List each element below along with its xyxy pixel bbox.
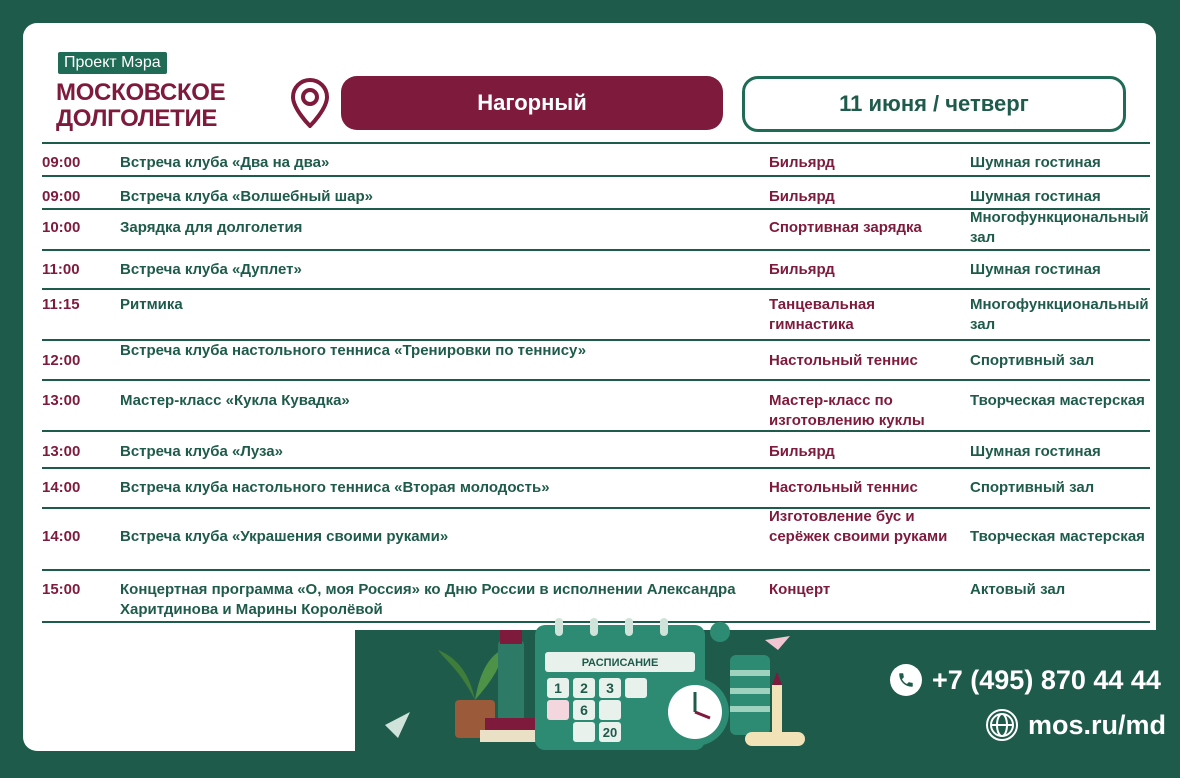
table-row — [42, 381, 1150, 432]
logo-line-2: ДОЛГОЛЕТИЕ — [56, 105, 218, 132]
row-event: Зарядка для долголетия — [120, 219, 303, 236]
row-place: Многофункциональный зал — [970, 296, 1149, 333]
row-event: Встреча клуба «Волшебный шар» — [120, 188, 374, 205]
logo-line-1: МОСКОВСКОЕ — [56, 79, 226, 106]
row-event: Мастер-класс «Кукла Кувадка» — [120, 392, 350, 409]
row-category: Изготовление бус и серёжек своими руками — [769, 508, 948, 545]
row-time: 10:00 — [42, 219, 81, 236]
row-category: Настольный теннис — [769, 352, 918, 369]
row-time: 13:00 — [42, 443, 81, 460]
row-place: Многофункциональный зал — [970, 209, 1149, 246]
row-event: Встреча клуба «Два на два» — [120, 154, 330, 171]
row-event: Встреча клуба настольного тенниса «Тренировки по теннису» — [120, 342, 587, 359]
row-category: Бильярд — [769, 443, 835, 460]
table-row — [42, 144, 1150, 177]
calendar-number: 1 — [554, 680, 562, 696]
phone-number: +7 (495) 870 44 44 — [932, 664, 1161, 695]
logo-badge: Проект Мэра — [58, 52, 167, 74]
website-link[interactable] — [986, 709, 1166, 741]
row-time: 11:15 — [42, 296, 80, 313]
row-time: 13:00 — [42, 392, 81, 409]
location-pin-icon — [291, 78, 329, 133]
row-place: Шумная гостиная — [970, 261, 1101, 278]
row-event: Ритмика — [120, 296, 183, 313]
row-place: Спортивный зал — [970, 352, 1095, 369]
row-place: Шумная гостиная — [970, 188, 1101, 205]
row-time: 11:00 — [42, 261, 80, 278]
row-category: Бильярд — [769, 188, 835, 205]
row-time: 12:00 — [42, 352, 81, 369]
row-time: 09:00 — [42, 188, 81, 205]
row-time: 09:00 — [42, 154, 81, 171]
row-time: 14:00 — [42, 528, 81, 545]
table-row — [42, 432, 1150, 469]
table-row — [42, 509, 1150, 571]
row-event: Встреча клуба «Украшения своими руками» — [120, 528, 449, 545]
date-banner: 11 июня / четверг — [742, 76, 1126, 132]
row-place: Спортивный зал — [970, 479, 1095, 496]
row-category: Бильярд — [769, 154, 835, 171]
table-row — [42, 251, 1150, 290]
row-event: Встреча клуба «Дуплет» — [120, 261, 302, 278]
phone-contact[interactable] — [890, 664, 1161, 696]
district-banner: Нагорный — [341, 76, 723, 130]
logo-title — [56, 80, 225, 132]
calendar-number: 20 — [602, 725, 618, 740]
row-place: Творческая мастерская — [970, 392, 1145, 409]
calendar-number: 6 — [580, 702, 588, 718]
schedule-table — [42, 142, 1150, 623]
row-place: Творческая мастерская — [970, 528, 1145, 545]
row-place: Актовый зал — [970, 581, 1066, 598]
phone-icon — [890, 664, 922, 696]
table-row — [42, 290, 1150, 341]
calendar-number: 2 — [580, 680, 588, 696]
row-place: Шумная гостиная — [970, 154, 1101, 171]
schedule-illustration — [360, 600, 820, 765]
row-place: Шумная гостиная — [970, 443, 1101, 460]
globe-icon — [986, 709, 1018, 741]
calendar-label: РАСПИСАНИЕ — [581, 657, 659, 669]
row-category: Концерт — [769, 581, 831, 598]
row-category: Мастер-класс по изготовлению куклы — [769, 392, 925, 429]
calendar-number: 3 — [606, 680, 614, 696]
row-event: Концертная программа «О, моя Россия» ко Дню России в исполнении Александра Харитдинова и Марины Королёвой — [120, 581, 736, 618]
website-url: mos.ru/md — [1028, 709, 1167, 740]
row-time: 15:00 — [42, 581, 81, 598]
row-time: 14:00 — [42, 479, 81, 496]
row-category: Танцевальная гимнастика — [769, 296, 876, 333]
row-category: Бильярд — [769, 261, 835, 278]
table-row — [42, 177, 1150, 210]
row-event: Встреча клуба «Луза» — [120, 443, 283, 460]
table-row — [42, 210, 1150, 251]
table-row — [42, 469, 1150, 509]
table-row — [42, 341, 1150, 381]
row-category: Настольный теннис — [769, 479, 918, 496]
row-category: Спортивная зарядка — [769, 219, 922, 236]
row-event: Встреча клуба настольного тенниса «Вторая молодость» — [120, 479, 550, 496]
